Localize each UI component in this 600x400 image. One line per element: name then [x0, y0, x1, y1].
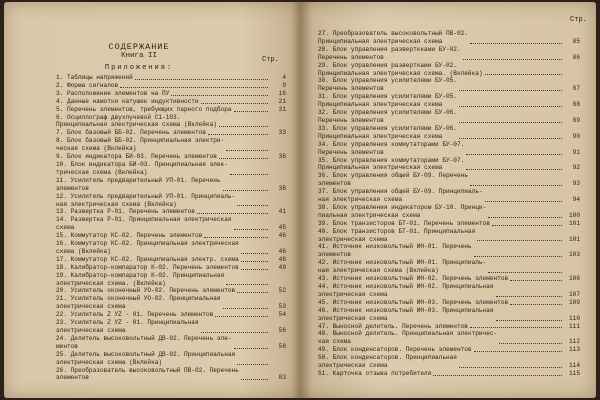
toc-entry-title: 4. Данные намотки катушек индуктивности: [56, 97, 199, 105]
toc-entry: [318, 220, 580, 228]
toc-entry-title: 30. Блок управления усилителями БУ-05. Перечень элементов: [318, 77, 457, 93]
dot-leader: [241, 261, 268, 262]
toc-entry-page: 110: [569, 314, 580, 322]
toc-entry-page: 4: [282, 74, 286, 81]
toc-entry: [56, 114, 286, 130]
toc-entry: [318, 125, 580, 141]
dot-leader: [171, 95, 268, 96]
toc-entry-title: 21. Усилитель оконечный УО-02. Принципиальная электрическая схема: [56, 295, 221, 311]
dot-leader: [433, 375, 562, 376]
dot-leader: [237, 205, 268, 206]
toc-entry-page: 113: [569, 346, 580, 354]
toc-entry-title: 39. Блок транзисторов БТ-01. Перечень элементов: [318, 219, 490, 227]
toc-entry-page: 21: [278, 97, 286, 105]
dot-leader: [470, 327, 562, 328]
toc-entry-title: 18. Калибратор-компаратор К-02. Перечень элементов: [56, 263, 239, 271]
toc-entry-title: 19. Калибратор-компаратор К-02. Принципиальная электрическая схема. (Вклейка): [56, 271, 225, 287]
book-spread: [4, 2, 596, 398]
toc-entry: [56, 335, 286, 351]
toc-entry-title: 26. Преобразователь высоковольтный ПВ-02. Перечень элементов: [56, 366, 239, 382]
right-page: [300, 2, 596, 398]
toc-entry-page: 58: [278, 342, 286, 350]
dot-leader: [470, 185, 562, 186]
dot-leader: [234, 111, 268, 112]
toc-entry-title: 36. Блок управления общей БУ-09. Перечень элементов: [318, 172, 468, 188]
dot-leader: [492, 225, 562, 226]
toc-entry-page: 9: [282, 81, 286, 89]
dot-leader: [466, 169, 562, 170]
dot-leader: [135, 79, 268, 80]
dot-leader: [459, 138, 562, 139]
toc-entry-title: 37. Блок управления общей БУ-09. Принципиаль- ная электрическая схема: [318, 188, 483, 204]
toc-entry-title: 28. Блок управления разверткками БУ-02. Перечень элементов: [318, 45, 461, 61]
toc-entry: [56, 98, 286, 106]
toc-entry-page: 16: [278, 89, 286, 97]
toc-entry-page: 36: [278, 153, 286, 161]
dot-leader: [241, 379, 268, 380]
toc-entry-title: 47. Выносной делитель. Перечень элементов: [318, 322, 468, 330]
toc-entry-title: 1. Таблицы напряжений: [56, 74, 133, 81]
toc-entry-page: 114: [569, 362, 580, 370]
toc-entry-title: 10. Блок индикатора БИ-03. Принципиальная элек- трическая схема (Вклейка): [56, 160, 228, 176]
toc-entry-title: 34. Блок управления коммутаторами БУ-07. Перечень элементов: [318, 140, 465, 156]
toc-entry-page: 46: [278, 247, 286, 255]
toc-entry-title: 14. Развертка Р-01. Принципиальная электрическая схема: [56, 216, 232, 232]
toc-entry-title: 11. Усилитель предварительный УП-01. Перечень элементов: [56, 176, 221, 192]
toc-entry-page: 38: [278, 184, 286, 192]
dot-leader: [226, 284, 268, 285]
toc-entry-title: 49. Блок конденсаторов. Перечень элементов: [318, 346, 472, 354]
toc-entry-title: 46. Источник низковольтный ИН-03. Принципиальная электрическая схема: [318, 306, 494, 322]
page-column-header: Стр.: [262, 56, 279, 64]
toc-entry-title: 42. Источник низковольтный ИН-01. Принципиаль- ная электрическая схема (Вклейка): [318, 259, 487, 275]
toc-entry-title: 20. Усилитель оконечный УО-02. Перечень элементов: [56, 287, 236, 295]
page-title: СОДЕРЖАНИЕ: [108, 42, 170, 52]
toc-entry: [318, 307, 580, 323]
toc-entry-page: 85: [572, 37, 580, 45]
dot-leader: [234, 348, 268, 349]
dot-leader: [223, 308, 268, 309]
toc-entry-title: 15. Коммутатор КС-02. Перечень элементов: [56, 232, 203, 240]
toc-entry: [318, 299, 580, 307]
dot-leader: [510, 304, 562, 305]
toc-entry: [318, 77, 580, 93]
toc-entry-page: 91: [572, 148, 580, 156]
dot-leader: [499, 343, 562, 344]
toc-list-left: [56, 74, 286, 382]
toc-entry: [318, 62, 580, 78]
toc-entry-page: 46: [278, 232, 286, 240]
toc-entry-page: 112: [569, 338, 580, 346]
toc-entry-page: 41: [278, 208, 286, 216]
toc-entry-title: 13. Развертка Р-01. Перечень элементов: [56, 208, 195, 216]
toc-entry-title: 27. Преобразователь высоковольтный ПВ-02. Принципиальная электрическая схема: [318, 30, 468, 45]
toc-entry-page: 106: [569, 275, 580, 283]
toc-entry-title: 25. Делитель высоковольтный ДВ-02. Принципиальная электрическая схема (Вклейка): [56, 350, 236, 366]
toc-entry: [56, 319, 286, 335]
toc-entry-title: 6. Осциллограф двухлучевой С1-103. Принципиальная электрическая схема (Вклейка): [56, 113, 217, 129]
toc-entry-title: 40. Блок транзисторов БТ-01. Принципиальная электрическая схема: [318, 227, 476, 243]
toc-entry: [56, 137, 286, 153]
dot-leader: [488, 272, 562, 273]
dot-leader: [219, 126, 268, 127]
toc-entry-title: 50. Блок конденсаторов. Принципиальная электрическая схема: [318, 354, 457, 370]
toc-entry: [318, 370, 580, 378]
dot-leader: [237, 292, 268, 293]
toc-entry-page: 86: [572, 53, 580, 61]
toc-entry: [318, 228, 580, 244]
toc-entry-page: 56: [278, 327, 286, 334]
toc-entry-page: 52: [278, 287, 286, 295]
dot-leader: [201, 332, 268, 333]
dot-leader: [496, 296, 562, 297]
toc-entry-page: 92: [572, 164, 580, 172]
dot-leader: [208, 134, 268, 135]
dot-leader: [234, 229, 268, 230]
toc-entry-title: 35. Блок управления коммутаторами БУ-07. Принципиальная электрическая схема: [318, 156, 465, 172]
toc-list-right: [318, 30, 580, 378]
toc-entry-title: 38. Блок управления индикатором БУ-10. Принци- пиальная электрическая схема: [318, 203, 487, 219]
toc-entry: [318, 204, 580, 220]
toc-entry: [56, 272, 286, 288]
toc-entry: [318, 323, 580, 331]
toc-entry: [318, 243, 580, 259]
toc-entry: [318, 259, 580, 275]
toc-entry: [318, 109, 580, 125]
toc-entry: [56, 106, 286, 114]
toc-entry: [56, 208, 286, 216]
toc-entry-title: 2. Форма сигналов: [56, 81, 119, 89]
dot-leader: [219, 158, 268, 159]
toc-entry-page: 54: [278, 311, 286, 319]
dot-leader: [230, 174, 268, 175]
toc-entry-title: 22. Усилитель Z УZ - 01. Перечень элементов: [56, 311, 214, 319]
toc-entry: [318, 30, 580, 46]
toc-entry-title: 9. Блок индикатора БИ-03. Перечень элементов: [56, 153, 217, 161]
toc-entry: [318, 275, 580, 283]
dot-leader: [226, 150, 268, 151]
toc-entry-title: 51. Карточка отзыва потребителя: [318, 369, 432, 377]
toc-entry-page: 103: [569, 251, 580, 259]
toc-entry-page: 31: [278, 105, 286, 113]
toc-entry-page: 115: [569, 369, 580, 377]
toc-entry-title: 31. Блок управления усилителями БУ-05. Принципиальная электрическая схема: [318, 93, 457, 109]
toc-entry-page: 53: [278, 303, 286, 311]
toc-entry-page: 88: [572, 101, 580, 109]
dot-leader: [474, 256, 562, 257]
toc-entry: [318, 46, 580, 62]
toc-entry-title: 32. Блок управления усилителями БУ-06. Перечень элементов: [318, 109, 457, 124]
dot-leader: [474, 351, 562, 352]
dot-leader: [470, 43, 562, 44]
toc-entry: [56, 240, 286, 256]
toc-entry: [56, 367, 286, 383]
toc-entry-page: 33: [278, 129, 286, 137]
page-column-header: Стр.: [570, 16, 587, 24]
toc-entry-page: 83: [278, 374, 286, 382]
toc-entry-title: 12. Усилитель предварительный УП-01. Принципиаль- ная электрическая схема (Вклейка): [56, 192, 236, 208]
dot-leader: [459, 106, 562, 107]
section-heading: Приложения:: [104, 64, 174, 72]
toc-entry: [56, 161, 286, 177]
book-subtitle: Книга II: [120, 52, 157, 60]
dot-leader: [488, 217, 562, 218]
toc-entry-title: 41. Источник низковольтный ИН-01. Перечень элементов: [318, 243, 472, 259]
dot-leader: [459, 367, 562, 368]
toc-entry-title: 43. Источник низковольтный ИН-02. Перечень элементов: [318, 275, 509, 283]
dot-leader: [463, 59, 562, 60]
toc-entry: [318, 93, 580, 109]
toc-entry-title: 17. Коммутатор КС-02. Принципиальная электр. схема: [56, 255, 239, 263]
toc-entry-page: 89: [572, 116, 580, 124]
toc-entry-page: 93: [572, 180, 580, 188]
dot-leader: [241, 253, 268, 254]
toc-entry: [318, 188, 580, 204]
dot-leader: [477, 240, 562, 241]
toc-entry: [56, 216, 286, 232]
left-page: [4, 2, 300, 398]
toc-entry: [56, 287, 286, 295]
toc-entry: [56, 82, 286, 90]
toc-entry-title: 48. Выносной делитель. Принципиальная электричес- кая схема: [318, 330, 498, 346]
dot-leader: [201, 103, 268, 104]
toc-entry-title: 44. Источник низковольтный ИН-02. Принципиальная электрическая схема: [318, 283, 494, 298]
toc-entry: [56, 311, 286, 319]
toc-entry: [318, 354, 580, 370]
toc-entry: [56, 351, 286, 367]
dot-leader: [223, 190, 268, 191]
toc-entry-page: 107: [569, 290, 580, 298]
dot-leader: [459, 90, 562, 91]
toc-entry-title: 45. Источник низковольтный ИН-03. Перечень элементов: [318, 298, 509, 306]
toc-entry: [56, 264, 286, 272]
toc-entry-title: 5. Перечень элементов, требующих парного подбора: [56, 105, 232, 113]
dot-leader: [237, 364, 268, 365]
dot-leader: [510, 280, 562, 281]
toc-entry: [56, 177, 286, 193]
toc-entry-page: 45: [278, 224, 286, 232]
toc-entry: [318, 346, 580, 354]
dot-leader: [496, 320, 562, 321]
toc-entry-page: 87: [572, 85, 580, 93]
dot-leader: [241, 269, 268, 270]
dot-leader: [485, 74, 562, 75]
toc-entry-page: 94: [572, 196, 580, 204]
toc-entry: [56, 232, 286, 240]
toc-entry-page: 101: [569, 235, 580, 243]
toc-entry: [318, 157, 580, 173]
toc-entry-title: 3. Расположение элементов на ПУ: [56, 89, 170, 97]
dot-leader: [466, 154, 562, 155]
toc-entry: [56, 90, 286, 98]
dot-leader: [120, 87, 268, 88]
toc-entry-title: 33. Блок управления усилителями БУ-06. Принципиальная электрическая схема: [318, 124, 457, 140]
toc-entry: [56, 193, 286, 209]
toc-entry-page: 48: [278, 255, 286, 263]
toc-entry-title: 7. Блок базовый ББ-02. Перечень элементов: [56, 129, 206, 137]
toc-entry: [56, 153, 286, 161]
dot-leader: [485, 201, 562, 202]
toc-entry-title: 23. Усилитель Z УZ - 01. Принципиальная электрическая схема: [56, 319, 199, 334]
dot-leader: [204, 237, 268, 238]
dot-leader: [197, 213, 268, 214]
toc-entry: [318, 172, 580, 188]
toc-entry-title: 16. Коммутатор КС-02. Принципиальная электрическая схема (Вклейка): [56, 240, 239, 255]
toc-entry-title: 24. Делитель высоковольтный ДВ-02. Перечень эле- ментов: [56, 334, 232, 350]
toc-entry: [318, 141, 580, 157]
dot-leader: [215, 316, 268, 317]
toc-entry-page: 101: [569, 219, 580, 227]
toc-entry-page: 49: [278, 263, 286, 271]
toc-entry-page: 111: [569, 322, 580, 330]
toc-entry: [56, 256, 286, 264]
toc-entry: [318, 330, 580, 346]
toc-entry-page: 90: [572, 132, 580, 140]
toc-entry-title: 29. Блок управления развертками БУ-02. Принципиальная электрическая схема. (Вклейка): [318, 61, 483, 77]
dot-leader: [459, 122, 562, 123]
toc-entry: [56, 74, 286, 82]
toc-entry: [56, 295, 286, 311]
toc-entry: [56, 129, 286, 137]
toc-entry-page: 100: [569, 211, 580, 219]
toc-entry-page: 109: [569, 298, 580, 306]
toc-entry-title: 8. Блок базовый ББ-02. Принципиальная электри- ческая схема (Вклейка): [56, 137, 225, 153]
toc-entry: [318, 283, 580, 299]
